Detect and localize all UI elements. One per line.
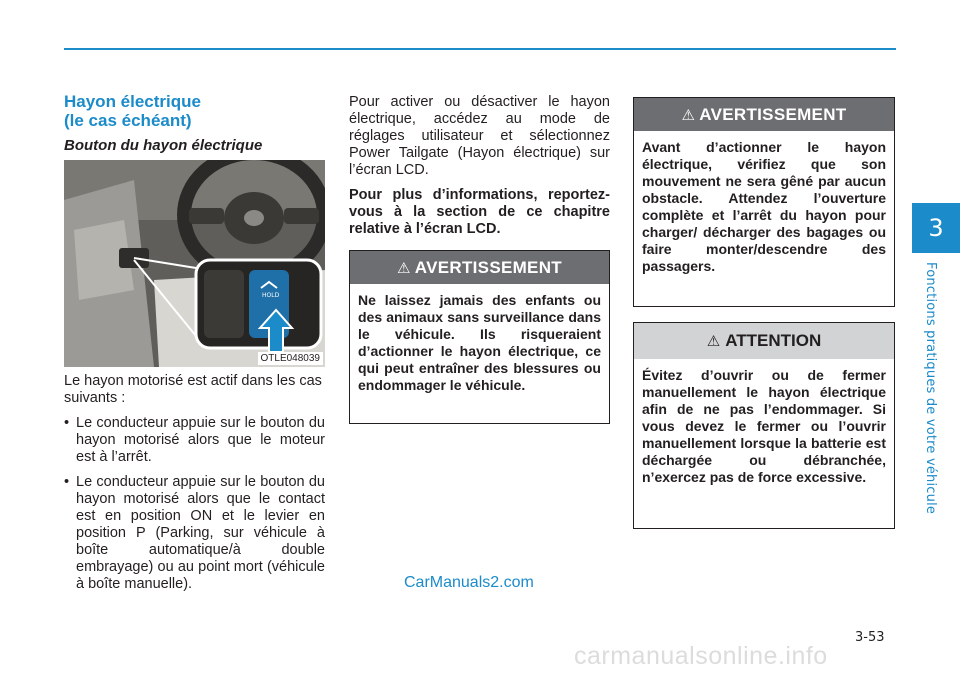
bullet-item: • Le conducteur appuie sur le bouton du hayon motorisé alors que le moteur est à l’arrêt. — [64, 415, 325, 465]
section-title: Hayon électrique (le cas échéant) — [64, 92, 201, 130]
page-number: 3-53 — [855, 630, 885, 645]
warning-text: Avant d’actionner le hayon électrique, vérifiez que son mouvement ne sera gêné par aucun obstacle. Attendez l’ouverture complète et l’arrêt du hayon pour charger/ décharger des bagages ou faire monter/descendre des passagers. — [642, 139, 886, 274]
chapter-caption: Fonctions pratiques de votre véhicule — [923, 262, 938, 515]
reference-paragraph: Pour plus d’informations, reportez-vous à la section de ce chapitre relative à l’écran LCD. — [349, 187, 610, 237]
figure-caption: OTLE048039 — [258, 352, 324, 365]
chapter-number: 3 — [928, 214, 944, 242]
col2-body — [349, 94, 610, 238]
attention-box — [633, 322, 895, 529]
warning-triangle-icon: ⚠ — [397, 259, 411, 277]
intro-text: Le hayon motorisé est actif dans les cas suivants : — [64, 373, 322, 406]
attention-header: ⚠ ATTENTION — [634, 323, 894, 359]
warning-text: Ne laissez jamais des enfants ou des animaux sans surveillance dans le véhicule. Ils risqueraient d’actionner le hayon électrique, ce qui peut entraîner des blessures ou endommager le véhicule. — [358, 292, 601, 393]
section-subtitle: Bouton du hayon électrique — [64, 137, 263, 154]
header-rule — [64, 48, 896, 50]
tailgate-button-photo — [64, 160, 325, 367]
warning-box-children — [349, 250, 610, 424]
chapter-tab[interactable] — [912, 203, 960, 253]
settings-paragraph: Pour activer ou désactiver le hayon électrique, accédez au mode de réglages utilisateur et sélectionnez Power Tailgate (Hayon électrique) sur l’écran LCD. — [349, 94, 610, 178]
watermark-link[interactable]: CarManuals2.com — [404, 574, 534, 591]
dashboard-illustration — [64, 160, 325, 367]
hold-label: HOLD — [262, 292, 280, 299]
warning-triangle-icon: ⚠ — [681, 106, 696, 124]
footer-watermark: carmanualsonline.info — [574, 642, 828, 670]
bullet-item: • Le conducteur appuie sur le bouton du hayon motorisé alors que le contact est en position ON et le levier en position P (Parking, sur véhicule à boîte automatique/à double embrayage) ou au point mort (véhicule à boîte manuelle). — [64, 474, 325, 592]
caution-triangle-icon: ⚠ — [706, 332, 721, 350]
col1-body — [64, 373, 325, 593]
attention-text: Évitez d’ouvrir ou de fermer manuellement le hayon électrique afin de ne pas l’endommager. Si vous devez le fermer ou l’ouvrir manuellement lorsque la batterie est déchargée ou débranchée, n’exercez pas de force excessive. — [642, 367, 886, 485]
warning-header: ⚠ AVERTISSEMENT — [350, 251, 609, 284]
warning-box-obstacles — [633, 97, 895, 307]
warning-header: ⚠ AVERTISSEMENT — [634, 98, 894, 131]
